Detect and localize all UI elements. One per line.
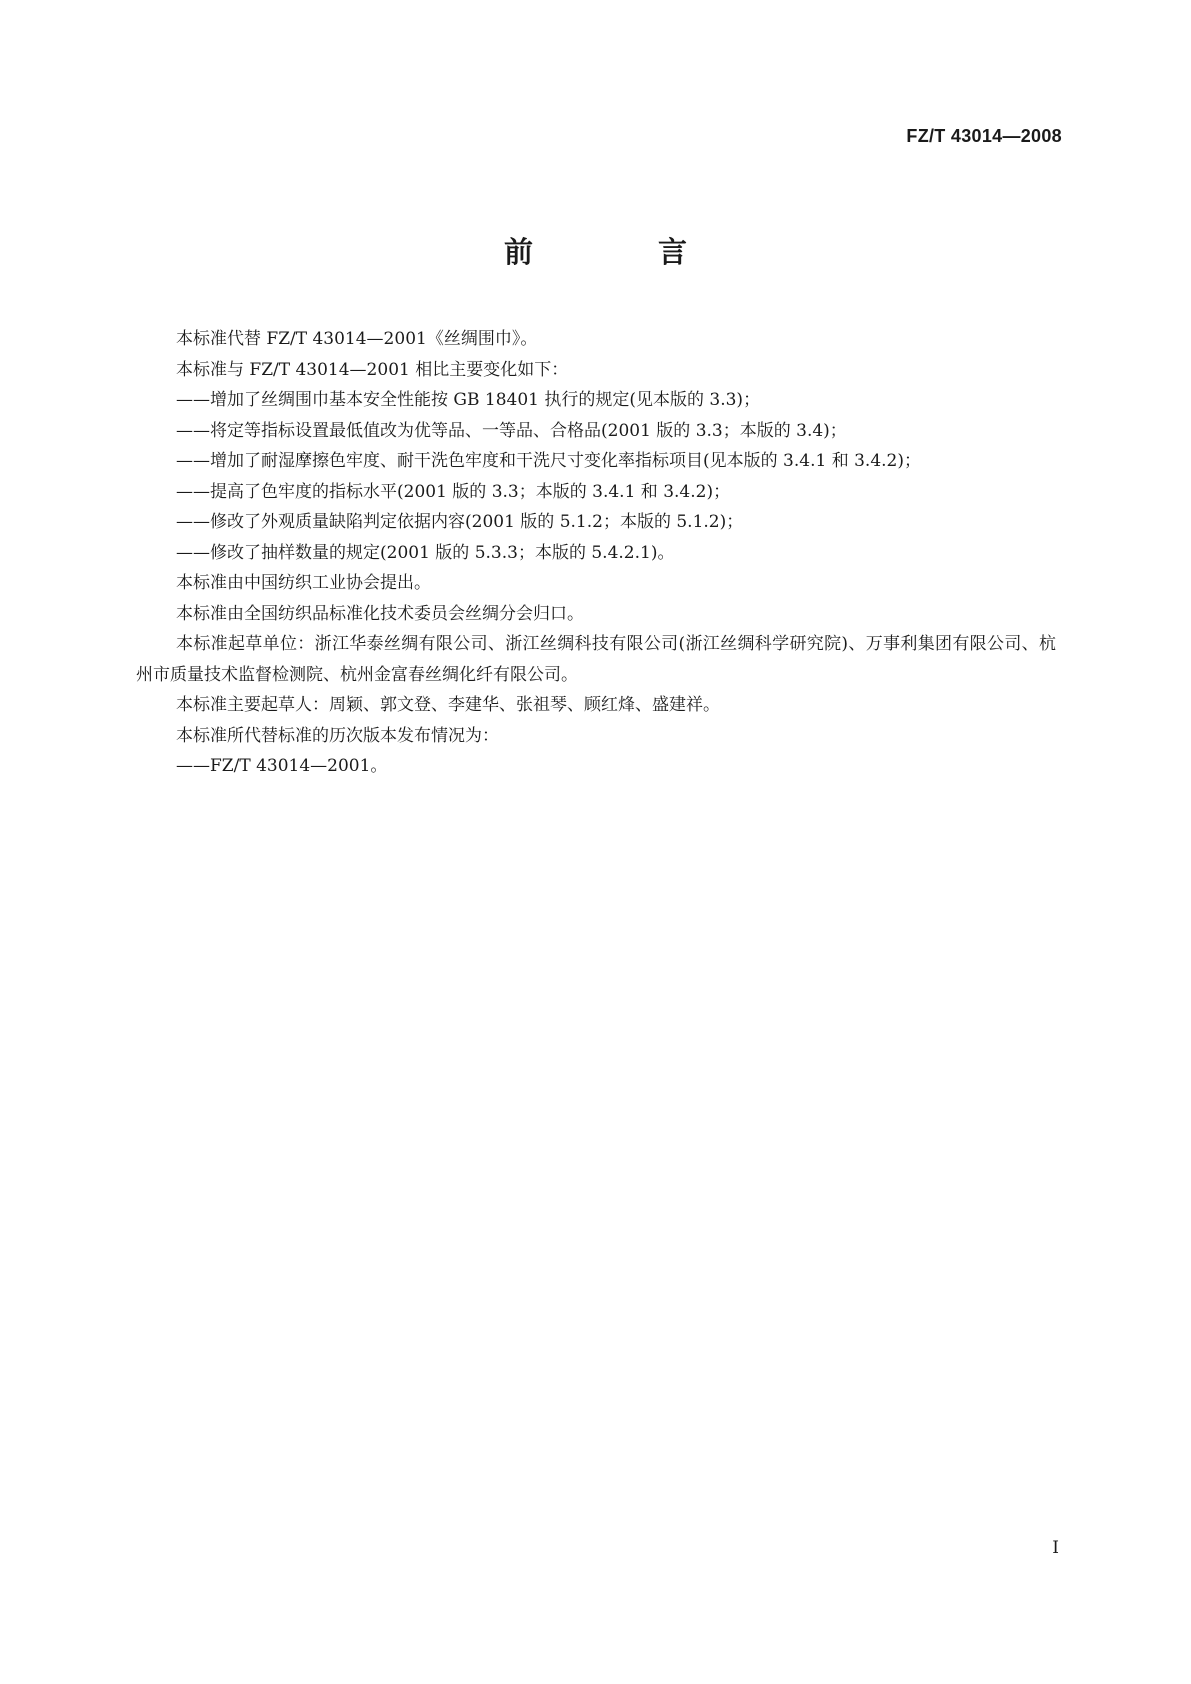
paragraph-drafters: 本标准主要起草人：周颖、郭文登、李建华、张祖琴、顾红烽、盛建祥。: [176, 695, 720, 715]
foreword-body: [136, 324, 1056, 782]
page-title: 前 言: [503, 235, 735, 269]
paragraph-proposer: 本标准由中国纺织工业协会提出。: [176, 573, 431, 593]
standard-code: FZ/T 43014—2008: [906, 126, 1062, 146]
paragraph-drafting-units: 本标准起草单位：浙江华泰丝绸有限公司、浙江丝绸科技有限公司(浙江丝绸科学研究院)、万事利集团有限公司、杭州市质量技术监督检测院、杭州金富春丝绸化纤有限公司。: [136, 634, 1056, 685]
paragraph-history-intro: 本标准所代替标准的历次版本发布情况为：: [176, 725, 499, 746]
page-number: I: [1052, 1538, 1059, 1558]
change-item: ——增加了丝绸围巾基本安全性能按 GB 18401 执行的规定(见本版的 3.3)；: [176, 390, 761, 410]
history-item: ——FZ/T 43014—2001。: [176, 756, 388, 776]
change-item: ——增加了耐湿摩擦色牢度、耐干洗色牢度和干洗尺寸变化率指标项目(见本版的 3.4.1 和 3.4.2)；: [176, 451, 921, 471]
paragraph-replaces: 本标准代替 FZ/T 43014—2001《丝绸围巾》。: [176, 329, 538, 349]
paragraph-changes-intro: 本标准与 FZ/T 43014—2001 相比主要变化如下：: [176, 359, 569, 380]
change-item: ——提高了色牢度的指标水平(2001 版的 3.3；本版的 3.4.1 和 3.4.2)；: [176, 481, 731, 502]
change-item: ——修改了抽样数量的规定(2001 版的 5.3.3；本版的 5.4.2.1)。: [176, 542, 675, 563]
change-item: ——修改了外观质量缺陷判定依据内容(2001 版的 5.1.2；本版的 5.1.2)；: [176, 512, 744, 532]
paragraph-centralized: 本标准由全国纺织品标准化技术委员会丝绸分会归口。: [176, 603, 584, 624]
change-item: ——将定等指标设置最低值改为优等品、一等品、合格品(2001 版的 3.3；本版的 3.4)；: [176, 420, 847, 441]
